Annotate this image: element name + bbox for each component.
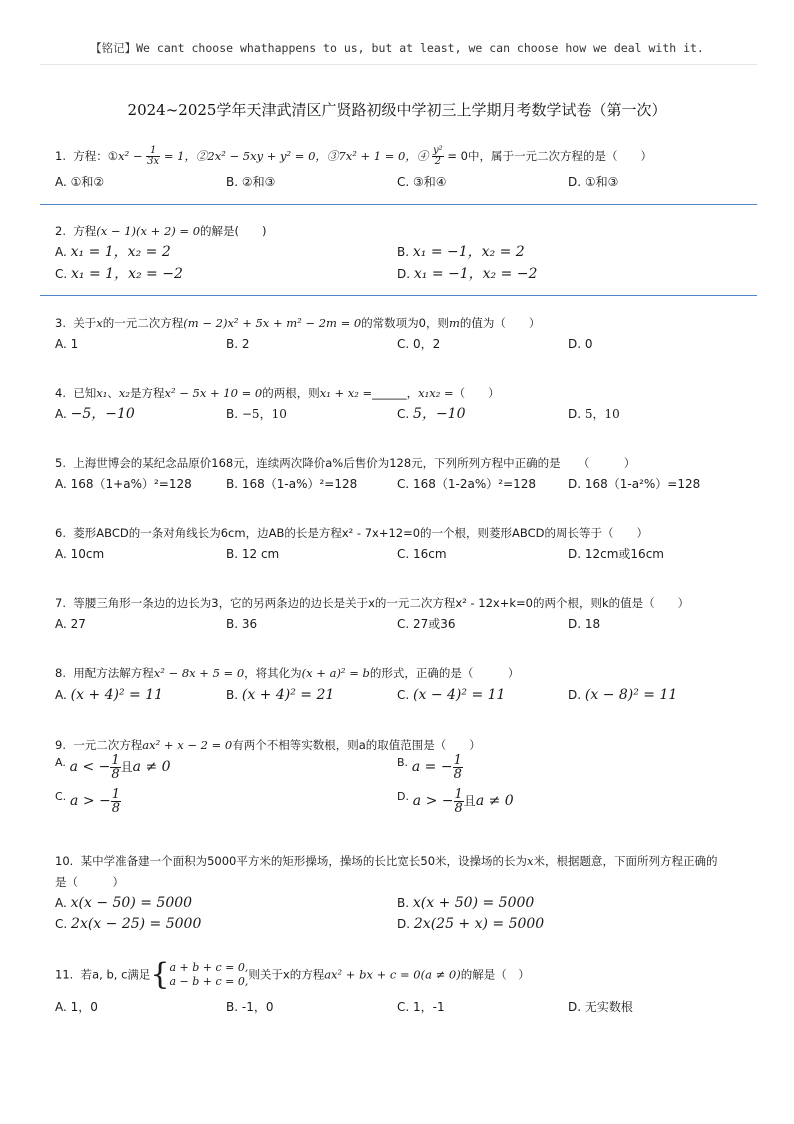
- question-6-stem: 6. 菱形ABCD的一条对角线长为6cm，边AB的长是方程x² - 7x+12=0的一个根，则菱形ABCD的周长等于（ ）: [55, 526, 648, 540]
- option-b[interactable]: B. 168（1-a%）²=128: [226, 477, 358, 491]
- option-c[interactable]: C. 16cm: [397, 547, 447, 561]
- option-c[interactable]: C. (x − 4)² = 11: [397, 687, 506, 703]
- option-b[interactable]: B. 36: [226, 617, 258, 631]
- option-d[interactable]: D. 5，10: [568, 407, 620, 421]
- option-b[interactable]: B. -1，0: [226, 1000, 274, 1014]
- question-10-stem-line2: 是（ ）: [55, 875, 124, 889]
- equation-system: a + b + c = 0, a − b + c = 0,: [169, 961, 249, 988]
- option-a[interactable]: A. −5，−10: [55, 406, 135, 422]
- question-8-stem: 8. 用配方法解方程x² − 8x + 5 = 0，将其化为(x + a)² = b的形式，正确的是（ ）: [55, 666, 520, 680]
- option-a[interactable]: A. 168（1+a%）²=128: [55, 477, 192, 491]
- option-b[interactable]: B. ②和③: [226, 175, 276, 189]
- option-c[interactable]: C. 0，2: [397, 337, 441, 351]
- question-5-stem: 5. 上海世博会的某纪念品原价168元，连续两次降价a%后售价为128元，下列所列方程中正确的是 （ ）: [55, 456, 636, 470]
- option-a[interactable]: A. x₁ = 1，x₂ = 2: [55, 244, 171, 260]
- option-c[interactable]: C. 27或36: [397, 617, 456, 631]
- header-divider: [40, 64, 757, 65]
- option-b[interactable]: B. 2: [226, 337, 250, 351]
- motto-banner: 【铭记】We cant choose whathappens to us, but at least, we can choose how we deal with it.: [90, 41, 704, 55]
- option-d[interactable]: D. 无实数根: [568, 1000, 633, 1014]
- option-d[interactable]: D. 18: [568, 617, 601, 631]
- question-4-stem: 4. 已知x₁、x₂是方程x² − 5x + 10 = 0的两根，则x₁ + x₂ =______，x₁x₂ =（ ）: [55, 386, 500, 400]
- question-9-stem: 9. 一元二次方程ax² + x − 2 = 0有两个不相等实数根，则a的取值范围是（ ）: [55, 738, 481, 752]
- option-c[interactable]: C. 2x(x − 25) = 5000: [55, 916, 202, 932]
- option-d[interactable]: D. 2x(25 + x) = 5000: [397, 916, 545, 932]
- option-d[interactable]: D. 12cm或16cm: [568, 547, 664, 561]
- option-a[interactable]: A. x(x − 50) = 5000: [55, 895, 193, 911]
- option-b[interactable]: B. (x + 4)² = 21: [226, 687, 335, 703]
- option-c[interactable]: C. a > − $\frac{1}{8}$: [55, 787, 121, 816]
- option-d[interactable]: D. a > − $\frac{1}{8}$ 且a ≠ 0: [397, 787, 514, 816]
- option-b[interactable]: B. 12 cm: [226, 547, 280, 561]
- option-d[interactable]: D. ①和③: [568, 175, 619, 189]
- option-d[interactable]: D. x₁ = −1，x₂ = −2: [397, 266, 538, 282]
- option-a[interactable]: A. 1: [55, 337, 79, 351]
- question-10-stem: 10. 某中学准备建一个面积为5000平方米的矩形操场，操场的长比宽长50米，设操场的长为x米，根据题意，下面所列方程正确的: [55, 854, 718, 868]
- question-7-stem: 7. 等腰三角形一条边的边长为3，它的另两条边的边长是关于x的一元二次方程x² - 12x+k=0的两个根，则k的值是（ ）: [55, 596, 690, 610]
- option-d[interactable]: D. 0: [568, 337, 593, 351]
- question-2-stem: 2. 方程(x − 1)(x + 2) = 0的解是( ): [55, 224, 267, 238]
- option-b[interactable]: B. x(x + 50) = 5000: [397, 895, 535, 911]
- option-c[interactable]: C. x₁ = 1，x₂ = −2: [55, 266, 183, 282]
- option-d[interactable]: D. 168（1-a²%）=128: [568, 477, 701, 491]
- fraction-y2-2: $\frac{\text{y²}}{2}$: [433, 145, 443, 167]
- option-a[interactable]: A. (x + 4)² = 11: [55, 687, 164, 703]
- option-a[interactable]: A. ①和②: [55, 175, 105, 189]
- option-a[interactable]: A. 10cm: [55, 547, 105, 561]
- question-11-stem: 11. 若a, b, c满足{ a + b + c = 0, a − b + c = 0, 则关于x的方程ax² + bx + c = 0(a ≠ 0)的解是（ ）: [55, 957, 530, 992]
- option-b[interactable]: B. a = − $\frac{1}{8}$: [397, 753, 462, 782]
- left-brace: {: [150, 957, 170, 992]
- question-3-stem: 3. 关于x的一元二次方程(m − 2)x² + 5x + m² − 2m = 0的常数项为0，则m的值为（ ）: [55, 316, 541, 330]
- option-a[interactable]: A. a < − $\frac{1}{8}$ 且a ≠ 0: [55, 753, 171, 782]
- section-divider: [40, 204, 757, 205]
- section-divider: [40, 295, 757, 296]
- option-d[interactable]: D. (x − 8)² = 11: [568, 687, 678, 703]
- option-b[interactable]: B. −5，10: [226, 407, 287, 421]
- option-c[interactable]: C. ③和④: [397, 175, 447, 189]
- option-b[interactable]: B. x₁ = −1，x₂ = 2: [397, 244, 525, 260]
- option-c[interactable]: C. 168（1-2a%）²=128: [397, 477, 537, 491]
- option-a[interactable]: A. 1，0: [55, 1000, 98, 1014]
- exam-title: 2024~2025学年天津武清区广贤路初级中学初三上学期月考数学试卷（第一次）: [127, 101, 667, 119]
- option-c[interactable]: C. 5，−10: [397, 406, 466, 422]
- fraction-1-3x: $\frac{1}{3x}$: [147, 145, 160, 167]
- option-a[interactable]: A. 27: [55, 617, 86, 631]
- question-1-stem: 1. 方程：①x² − $\frac{1}{3x}$ = 1，②2x² − 5xy + y² = 0，③7x² + 1 = 0，④ $\frac{\text{y²}}{2}$ = 0中，属于一元二次方程的是（ ）: [55, 145, 652, 167]
- option-c[interactable]: C. 1，-1: [397, 1000, 445, 1014]
